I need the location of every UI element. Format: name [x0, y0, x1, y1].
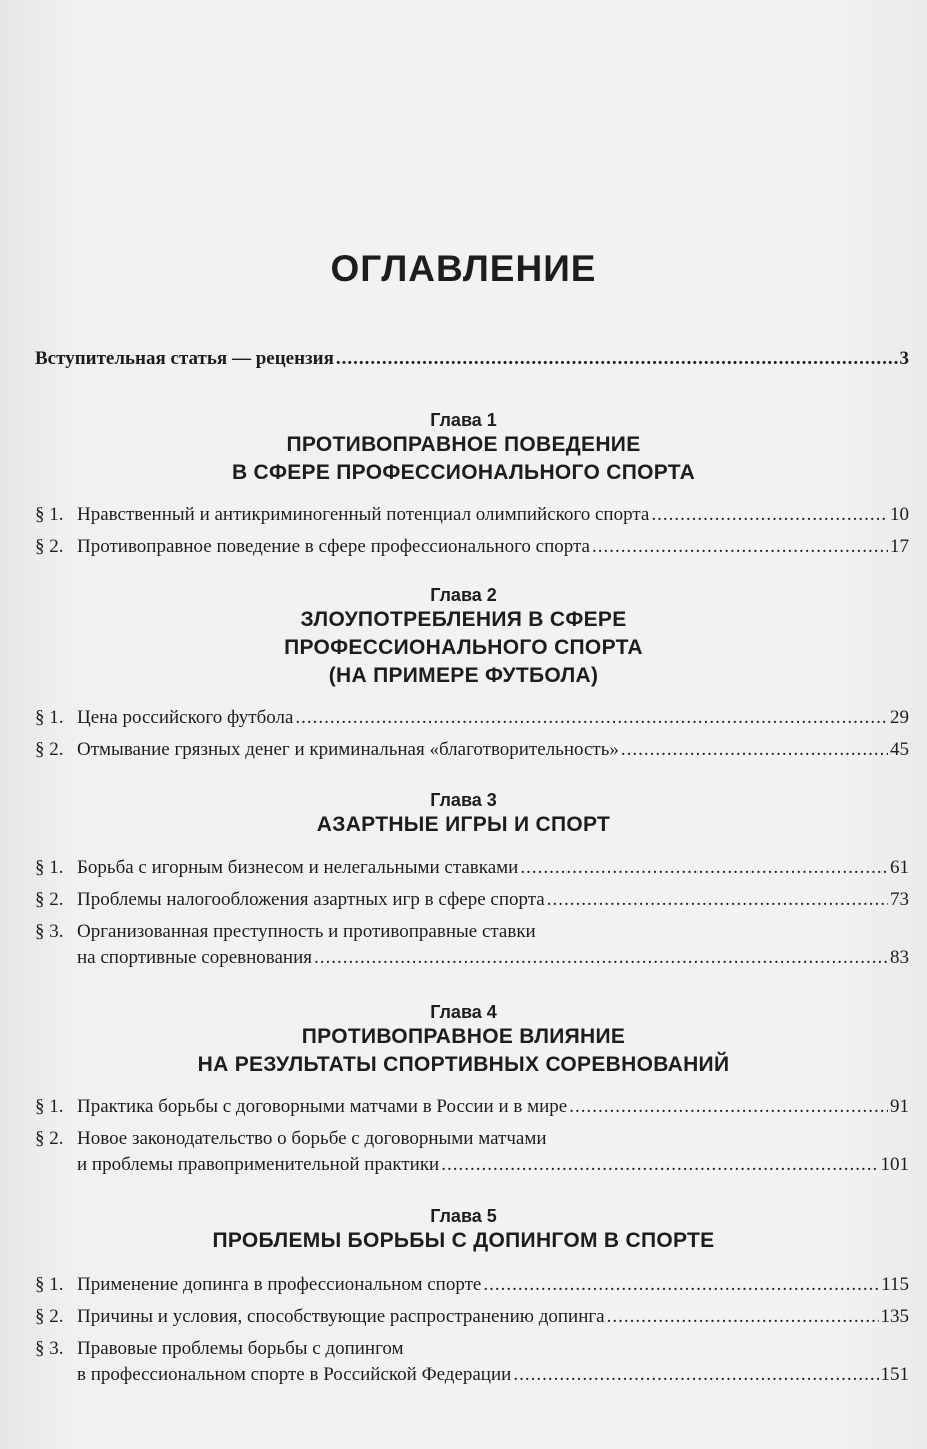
toc-entry-text: Противоправное поведение в сфере профессионального спорта — [77, 536, 590, 557]
toc-entry-text: в профессиональном спорте в Российской Федерации — [77, 1364, 512, 1385]
chapter-title-line: ПРОТИВОПРАВНОЕ ВЛИЯНИЕ — [301, 1025, 626, 1048]
toc-entry — [35, 1272, 909, 1298]
toc-entry — [35, 1304, 909, 1330]
toc-entry-text: Вступительная статья — рецензия — [35, 348, 334, 369]
leader-dots — [520, 855, 888, 881]
toc-entry-text: Практика борьбы с договорными матчами в России и в мире — [77, 1096, 568, 1117]
section-number: § 1. — [35, 1274, 64, 1295]
page-number: 61 — [890, 857, 909, 878]
page-number: 17 — [890, 536, 909, 557]
chapter-title-line: ПРОФЕССИОНАЛЬНОГО СПОРТА — [284, 636, 643, 659]
chapter-title-line: В СФЕРЕ ПРОФЕССИОНАЛЬНОГО СПОРТА — [231, 461, 696, 484]
page-number: 91 — [890, 1096, 909, 1117]
section-number: § 1. — [35, 857, 64, 878]
toc-entry — [35, 502, 909, 528]
chapter-heading — [0, 1205, 927, 1255]
page-title: ОГЛАВЛЕНИЕ — [330, 248, 597, 289]
toc-entry — [35, 887, 909, 913]
toc-entry-text: Причины и условия, способствующие распространению допинга — [77, 1306, 605, 1327]
leader-dots — [547, 887, 888, 913]
chapter-heading — [0, 789, 927, 839]
chapter-label: Глава 1 — [430, 410, 497, 430]
toc-entry-text: Новое законодательство о борьбе с договорными матчами — [77, 1128, 547, 1149]
toc-entry — [35, 534, 909, 560]
chapter-title-line: (НА ПРИМЕРЕ ФУТБОЛА) — [328, 664, 599, 687]
toc-entry-text: Правовые проблемы борьбы с допингом — [77, 1338, 404, 1359]
chapter-title-line: ПРОТИВОПРАВНОЕ ПОВЕДЕНИЕ — [286, 433, 641, 456]
toc-entry — [35, 705, 909, 731]
section-number: § 2. — [35, 1306, 64, 1327]
toc-entry — [35, 737, 909, 763]
section-number: § 2. — [35, 889, 64, 910]
page-number: 83 — [890, 947, 909, 968]
section-number: § 3. — [35, 921, 64, 942]
leader-dots — [569, 1094, 888, 1120]
leader-dots — [295, 705, 888, 731]
leader-dots — [441, 1152, 878, 1178]
chapter-label: Глава 3 — [430, 790, 497, 810]
section-number: § 3. — [35, 1338, 64, 1359]
page-number: 29 — [890, 707, 909, 728]
section-number: § 2. — [35, 739, 64, 760]
section-number: § 1. — [35, 707, 64, 728]
page-number: 3 — [899, 348, 909, 369]
toc-entry-text: Цена российского футбола — [77, 707, 294, 728]
chapter-heading — [0, 584, 927, 690]
toc-entry — [35, 1336, 909, 1388]
page-number: 151 — [880, 1364, 909, 1385]
toc-entry-text: на спортивные соревнования — [77, 947, 312, 968]
chapter-heading — [0, 1001, 927, 1079]
section-number: § 2. — [35, 536, 64, 557]
chapter-label: Глава 5 — [430, 1206, 497, 1226]
toc-entry-text: и проблемы правоприменительной практики — [77, 1154, 440, 1175]
chapter-label: Глава 2 — [430, 585, 497, 605]
leader-dots — [651, 502, 888, 528]
chapter-title-line: ПРОБЛЕМЫ БОРЬБЫ С ДОПИНГОМ В СПОРТЕ — [212, 1229, 715, 1252]
toc-entry — [35, 1094, 909, 1120]
page-number: 101 — [880, 1154, 909, 1175]
leader-dots — [513, 1362, 878, 1388]
chapter-title-line: ЗЛОУПОТРЕБЛЕНИЯ В СФЕРЕ — [300, 608, 627, 631]
toc-entry-text: Нравственный и антикриминогенный потенциал олимпийского спорта — [77, 504, 650, 525]
toc-entry — [35, 919, 909, 971]
chapter-label: Глава 4 — [430, 1002, 497, 1022]
section-number: § 1. — [35, 504, 64, 525]
page-number: 45 — [890, 739, 909, 760]
leader-dots — [483, 1272, 879, 1298]
page-number: 135 — [880, 1306, 909, 1327]
leader-dots — [336, 346, 898, 372]
section-number: § 1. — [35, 1096, 64, 1117]
leader-dots — [592, 534, 888, 560]
page-number: 115 — [881, 1274, 909, 1295]
leader-dots — [314, 945, 888, 971]
toc-entry-text: Отмывание грязных денег и криминальная «благотворительность» — [77, 739, 619, 760]
chapter-title-line: НА РЕЗУЛЬТАТЫ СПОРТИВНЫХ СОРЕВНОВАНИЙ — [197, 1053, 730, 1076]
toc-entry-intro — [35, 346, 909, 372]
leader-dots — [607, 1304, 879, 1330]
chapter-heading — [0, 409, 927, 487]
page-number: 10 — [890, 504, 909, 525]
toc-entry — [35, 1126, 909, 1178]
toc-entry-text: Борьба с игорным бизнесом и нелегальными ставками — [77, 857, 519, 878]
toc-entry-text: Проблемы налогообложения азартных игр в сфере спорта — [77, 889, 545, 910]
page-number: 73 — [890, 889, 909, 910]
toc-entry-text: Применение допинга в профессиональном спорте — [77, 1274, 482, 1295]
chapter-title-line: АЗАРТНЫЕ ИГРЫ И СПОРТ — [316, 813, 611, 836]
toc-entry-text: Организованная преступность и противоправные ставки — [77, 921, 536, 942]
leader-dots — [621, 737, 888, 763]
section-number: § 2. — [35, 1128, 64, 1149]
toc-entry — [35, 855, 909, 881]
